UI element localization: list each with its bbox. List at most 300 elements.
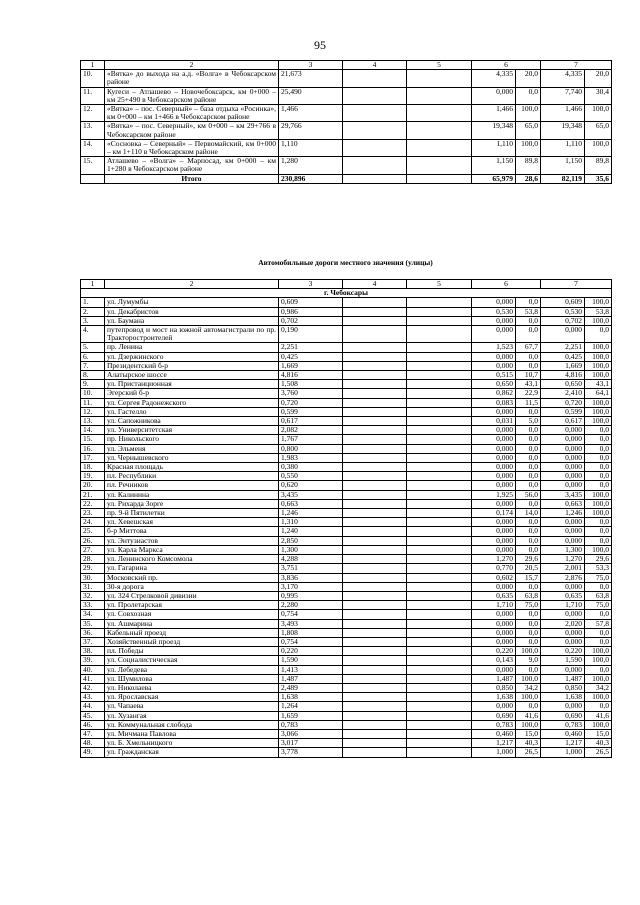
value-cell-7a: 1,300	[541, 545, 585, 554]
value-cell-7a: 1,590	[541, 656, 585, 665]
row-number: 47.	[81, 729, 105, 738]
road-name: «Вятка» – пос. Северный» – база отдыха «Росинка», км 0+000 – км 1+466 в Чебоксарском районе	[105, 105, 279, 122]
length-cell: 0,702	[279, 316, 343, 325]
table-row	[81, 444, 612, 453]
row-number: 44.	[81, 702, 105, 711]
road-name: «Сосновка – Северный» – Первомайский, км 0+000 – км 1+110 в Чебоксарском районе	[105, 139, 279, 156]
length-cell: 0,754	[279, 637, 343, 646]
empty-cell-4	[343, 307, 407, 316]
value-cell-6a: 1,217	[472, 739, 516, 748]
value-cell-6a: 1,110	[472, 139, 516, 156]
empty-cell-5	[407, 527, 472, 536]
empty-cell-5	[407, 711, 472, 720]
value-cell-7a: 2,001	[541, 564, 585, 573]
empty-cell-4	[343, 472, 407, 481]
length-cell: 3,751	[279, 564, 343, 573]
table-row	[81, 435, 612, 444]
table-row	[81, 481, 612, 490]
percent-cell-6b: 22,9	[516, 389, 541, 398]
table-row	[81, 545, 612, 554]
column-header-6: 6	[472, 61, 541, 70]
value-cell-7a: 4,335	[541, 70, 585, 87]
percent-cell-7b: 100,0	[585, 720, 612, 729]
percent-cell-6b: 0,0	[516, 326, 541, 343]
percent-cell-7b: 100,0	[585, 343, 612, 352]
percent-cell-7b: 43,1	[585, 380, 612, 389]
empty-cell-4	[343, 527, 407, 536]
length-cell: 0,609	[279, 298, 343, 307]
value-cell-6a: 1,270	[472, 555, 516, 564]
table-row	[81, 637, 612, 646]
table-row	[81, 343, 612, 352]
column-header-row	[81, 61, 612, 70]
column-header-3: 3	[279, 280, 343, 289]
table-row	[81, 591, 612, 600]
value-cell-6a: 1,466	[472, 105, 516, 122]
table-row	[81, 647, 612, 656]
percent-cell-7b: 34,2	[585, 683, 612, 692]
value-cell-6a: 0,031	[472, 417, 516, 426]
percent-cell-7b: 29,6	[585, 555, 612, 564]
table-row	[81, 573, 612, 582]
table-row	[81, 720, 612, 729]
table-row	[81, 389, 612, 398]
city-roads-table	[80, 279, 612, 758]
length-cell: 1,508	[279, 380, 343, 389]
length-cell: 4,288	[279, 555, 343, 564]
table-row	[81, 426, 612, 435]
length-cell: 1,280	[279, 157, 343, 174]
length-cell: 0,599	[279, 407, 343, 416]
column-header-5: 5	[407, 61, 472, 70]
percent-cell-6b: 14,0	[516, 509, 541, 518]
percent-cell-7b: 100,0	[585, 693, 612, 702]
empty-cell-5	[407, 573, 472, 582]
table-row	[81, 361, 612, 370]
empty-cell-5	[407, 105, 472, 122]
table-row	[81, 656, 612, 665]
length-cell: 1,300	[279, 545, 343, 554]
row-number: 20.	[81, 481, 105, 490]
percent-cell-6b: 100,0	[516, 647, 541, 656]
value-cell-7a: 0,635	[541, 591, 585, 600]
row-number: 33.	[81, 601, 105, 610]
table-row	[81, 472, 612, 481]
empty-cell-4	[343, 693, 407, 702]
value-cell-7a: 1,466	[541, 105, 585, 122]
empty-cell-4	[343, 647, 407, 656]
percent-cell-7b: 89,8	[585, 157, 612, 174]
length-cell: 1,310	[279, 518, 343, 527]
value-cell-6a: 1,638	[472, 693, 516, 702]
length-cell: 2,082	[279, 426, 343, 435]
value-cell-7a: 2,020	[541, 619, 585, 628]
table-row	[81, 674, 612, 683]
percent-cell-6b: 75,0	[516, 601, 541, 610]
road-name: ул. Энтузиастов	[105, 536, 279, 545]
empty-cell-5	[407, 591, 472, 600]
value-cell-6a: 19,348	[472, 122, 516, 139]
length-cell: 3,066	[279, 729, 343, 738]
table-row	[81, 70, 612, 87]
value-cell-6a: 0,000	[472, 463, 516, 472]
value-cell-7a: 1,150	[541, 157, 585, 174]
percent-cell-6b: 0,0	[516, 518, 541, 527]
table-row	[81, 628, 612, 637]
empty-cell-4	[343, 610, 407, 619]
table-row	[81, 398, 612, 407]
value-cell-7a: 0,000	[541, 426, 585, 435]
empty-cell-5	[407, 326, 472, 343]
road-name: Эгерский б-р	[105, 389, 279, 398]
row-number: 43.	[81, 693, 105, 702]
table-row	[81, 665, 612, 674]
empty-cell-5	[407, 610, 472, 619]
row-number: 13.	[81, 417, 105, 426]
percent-cell-7b: 100,0	[585, 656, 612, 665]
length-cell: 0,620	[279, 481, 343, 490]
road-name: ул. Хузангая	[105, 711, 279, 720]
empty-cell-5	[407, 407, 472, 416]
percent-cell-7b: 100,0	[585, 509, 612, 518]
table-row	[81, 499, 612, 508]
percent-cell-6b: 10,7	[516, 371, 541, 380]
empty-cell-5	[407, 619, 472, 628]
column-header-4: 4	[343, 61, 407, 70]
row-number: 30.	[81, 573, 105, 582]
road-name: ул. Чернышевского	[105, 453, 279, 462]
road-name: ул. Декабристов	[105, 307, 279, 316]
table-row	[81, 527, 612, 536]
percent-cell-6b: 0,0	[516, 463, 541, 472]
value-cell-7a: 1,246	[541, 509, 585, 518]
row-number: 34.	[81, 610, 105, 619]
length-cell: 25,490	[279, 87, 343, 104]
row-number: 3.	[81, 316, 105, 325]
row-number: 6.	[81, 352, 105, 361]
row-number: 8.	[81, 371, 105, 380]
value-cell-6a: 0,000	[472, 352, 516, 361]
percent-cell-7b: 0,0	[585, 326, 612, 343]
empty-cell-5	[407, 582, 472, 591]
empty-cell-5	[407, 499, 472, 508]
value-cell-7a: 0,609	[541, 298, 585, 307]
value-cell-6a: 0,000	[472, 472, 516, 481]
row-number: 37.	[81, 637, 105, 646]
row-number: 19.	[81, 472, 105, 481]
row-number: 35.	[81, 619, 105, 628]
column-header-7: 7	[541, 61, 612, 70]
empty-cell-5	[407, 307, 472, 316]
percent-cell-6b: 0,0	[516, 628, 541, 637]
empty-cell-5	[407, 435, 472, 444]
empty-cell-5	[407, 564, 472, 573]
row-number: 12.	[81, 105, 105, 122]
value-cell-7a: 0,783	[541, 720, 585, 729]
value-cell-7a: 0,000	[541, 527, 585, 536]
empty-cell-5	[407, 674, 472, 683]
road-name: пл. Республики	[105, 472, 279, 481]
percent-cell-7b: 0,0	[585, 453, 612, 462]
empty-cell-4	[343, 139, 407, 156]
value-cell-6a: 0,000	[472, 453, 516, 462]
road-name: Атлашево – «Волга» – Марпосад, км 0+000 – км 1+280 в Чебоксарском районе	[105, 157, 279, 174]
road-name: Кабельный проезд	[105, 628, 279, 637]
empty-cell-5	[407, 656, 472, 665]
road-name: ул. Б. Хмельницкого	[105, 739, 279, 748]
empty-cell-4	[343, 122, 407, 139]
percent-cell-7b: 100,0	[585, 407, 612, 416]
percent-cell-7b: 0,0	[585, 472, 612, 481]
percent-cell-7b: 40,3	[585, 739, 612, 748]
empty-cell-4	[343, 619, 407, 628]
percent-cell-6b: 0,0	[516, 361, 541, 370]
percent-cell-6b: 0,0	[516, 298, 541, 307]
empty-cell-4	[343, 453, 407, 462]
road-name: путепровод и мост на южной автомагистрали по пр. Тракторостроителей	[105, 326, 279, 343]
empty-cell-4	[343, 628, 407, 637]
percent-cell-6b: 89,8	[516, 157, 541, 174]
value-cell-7a: 4,816	[541, 371, 585, 380]
percent-cell-6b: 34,2	[516, 683, 541, 692]
table-row	[81, 564, 612, 573]
length-cell: 3,493	[279, 619, 343, 628]
percent-cell-6b: 56,0	[516, 490, 541, 499]
value-cell-7a: 0,000	[541, 665, 585, 674]
empty-cell-5	[407, 665, 472, 674]
road-name: ул. Ярославская	[105, 693, 279, 702]
value-cell-6a: 0,602	[472, 573, 516, 582]
empty-cell-5	[407, 316, 472, 325]
road-name: ул. Совхозная	[105, 610, 279, 619]
value-cell-7a: 0,850	[541, 683, 585, 692]
road-name: ул. Социалистическая	[105, 656, 279, 665]
road-name: ул. Мичмана Павлова	[105, 729, 279, 738]
row-number: 18.	[81, 463, 105, 472]
empty-cell-4	[343, 582, 407, 591]
road-name: ул. Университетская	[105, 426, 279, 435]
column-header-3: 3	[279, 61, 343, 70]
length-cell: 1,246	[279, 509, 343, 518]
road-name: ул. Коммунальная слобода	[105, 720, 279, 729]
table-row	[81, 316, 612, 325]
empty-cell-4	[343, 555, 407, 564]
percent-cell-7b: 64,1	[585, 389, 612, 398]
value-cell-6a: 0,460	[472, 729, 516, 738]
table-row	[81, 711, 612, 720]
empty-cell-5	[407, 453, 472, 462]
road-name: пл. Речников	[105, 481, 279, 490]
length-cell: 2,251	[279, 343, 343, 352]
value-cell-7a: 2,876	[541, 573, 585, 582]
empty-cell-5	[407, 683, 472, 692]
road-name: ул. Ашмарина	[105, 619, 279, 628]
length-cell: 1,808	[279, 628, 343, 637]
road-name: «Вятка» – пос. Северный», км 0+000 – км 29+766 в Чебоксарском районе	[105, 122, 279, 139]
value-cell-7a: 19,348	[541, 122, 585, 139]
percent-cell-6b: 0,0	[516, 610, 541, 619]
row-number: 31.	[81, 582, 105, 591]
value-cell-7a: 0,000	[541, 326, 585, 343]
empty-cell-4	[343, 426, 407, 435]
table-row	[81, 298, 612, 307]
row-number: 5.	[81, 343, 105, 352]
empty-cell-4	[343, 656, 407, 665]
percent-cell-6b: 0,0	[516, 665, 541, 674]
percent-cell-7b: 0,0	[585, 481, 612, 490]
percent-cell-6b: 0,0	[516, 435, 541, 444]
empty-cell-5	[407, 739, 472, 748]
table-row	[81, 157, 612, 174]
percent-cell-7b: 20,0	[585, 70, 612, 87]
value-cell-7a: 0,530	[541, 307, 585, 316]
value-cell-6a: 0,783	[472, 720, 516, 729]
row-number: 28.	[81, 555, 105, 564]
road-name: «Вятка» до выхода на а.д. «Волга» в Чебоксарском районе	[105, 70, 279, 87]
percent-cell-6b: 100,0	[516, 139, 541, 156]
empty-cell-4	[343, 87, 407, 104]
empty-cell-4	[343, 518, 407, 527]
empty-cell-5	[407, 343, 472, 352]
length-cell: 0,800	[279, 444, 343, 453]
empty-cell-4	[343, 564, 407, 573]
value-cell-7a: 0,599	[541, 407, 585, 416]
road-name: ул. Эльменя	[105, 444, 279, 453]
empty-cell-4	[343, 463, 407, 472]
road-name: ул. Шумилова	[105, 674, 279, 683]
road-name: ул. Лебедева	[105, 665, 279, 674]
total-length: 230,896	[279, 174, 343, 183]
percent-cell-7b: 0,0	[585, 702, 612, 711]
value-cell-6a: 0,000	[472, 298, 516, 307]
empty-cell-5	[407, 389, 472, 398]
column-header-6: 6	[472, 280, 541, 289]
total-empty-4	[343, 174, 407, 183]
percent-cell-7b: 100,0	[585, 361, 612, 370]
value-cell-7a: 0,000	[541, 453, 585, 462]
empty-cell-5	[407, 555, 472, 564]
percent-cell-6b: 41,6	[516, 711, 541, 720]
row-number: 14.	[81, 139, 105, 156]
value-cell-7a: 0,220	[541, 647, 585, 656]
empty-cell-4	[343, 545, 407, 554]
length-cell: 1,590	[279, 656, 343, 665]
empty-cell-4	[343, 499, 407, 508]
empty-cell-4	[343, 326, 407, 343]
length-cell: 2,489	[279, 683, 343, 692]
road-name: ул. Дзержинского	[105, 352, 279, 361]
empty-cell-5	[407, 490, 472, 499]
table-row	[81, 326, 612, 343]
percent-cell-6b: 0,0	[516, 536, 541, 545]
percent-cell-7b: 100,0	[585, 647, 612, 656]
percent-cell-6b: 0,0	[516, 481, 541, 490]
empty-cell-5	[407, 637, 472, 646]
value-cell-6a: 0,000	[472, 628, 516, 637]
table-row	[81, 307, 612, 316]
section-title: Автомобильные дороги местного значения (улицы)	[258, 258, 433, 267]
total-row	[81, 174, 612, 183]
road-name: Московский пр.	[105, 573, 279, 582]
length-cell: 1,669	[279, 361, 343, 370]
value-cell-6a: 0,690	[472, 711, 516, 720]
percent-cell-7b: 0,0	[585, 637, 612, 646]
empty-cell-5	[407, 398, 472, 407]
table-row	[81, 139, 612, 156]
value-cell-6a: 0,000	[472, 582, 516, 591]
length-cell: 0,550	[279, 472, 343, 481]
value-cell-7a: 0,000	[541, 435, 585, 444]
value-cell-7a: 0,460	[541, 729, 585, 738]
empty-cell-4	[343, 371, 407, 380]
table-row	[81, 509, 612, 518]
percent-cell-6b: 40,3	[516, 739, 541, 748]
length-cell: 1,487	[279, 674, 343, 683]
total-7a: 82,119	[541, 174, 585, 183]
row-number: 22.	[81, 499, 105, 508]
length-cell: 1,264	[279, 702, 343, 711]
total-empty-5	[407, 174, 472, 183]
percent-cell-7b: 0,0	[585, 610, 612, 619]
empty-cell-4	[343, 435, 407, 444]
value-cell-7a: 0,000	[541, 536, 585, 545]
empty-cell-4	[343, 637, 407, 646]
percent-cell-7b: 100,0	[585, 105, 612, 122]
percent-cell-7b: 0,0	[585, 628, 612, 637]
value-cell-6a: 0,000	[472, 435, 516, 444]
value-cell-7a: 0,663	[541, 499, 585, 508]
table-row	[81, 407, 612, 416]
percent-cell-7b: 100,0	[585, 674, 612, 683]
empty-cell-4	[343, 748, 407, 757]
length-cell: 3,017	[279, 739, 343, 748]
empty-cell-4	[343, 739, 407, 748]
value-cell-7a: 3,435	[541, 490, 585, 499]
table-row	[81, 371, 612, 380]
percent-cell-6b: 53,8	[516, 307, 541, 316]
empty-cell-5	[407, 536, 472, 545]
length-cell: 21,673	[279, 70, 343, 87]
empty-cell-5	[407, 426, 472, 435]
value-cell-6a: 1,487	[472, 674, 516, 683]
road-name: Кугеси – Атлашево – Новочебоксарск, км 0+000 – км 25+490 в Чебоксарском районе	[105, 87, 279, 104]
row-number: 49.	[81, 748, 105, 757]
length-cell: 0,995	[279, 591, 343, 600]
percent-cell-7b: 100,0	[585, 316, 612, 325]
percent-cell-7b: 0,0	[585, 426, 612, 435]
percent-cell-7b: 0,0	[585, 435, 612, 444]
percent-cell-6b: 65,0	[516, 122, 541, 139]
value-cell-6a: 0,000	[472, 637, 516, 646]
row-number: 14.	[81, 426, 105, 435]
road-name: Президентский б-р	[105, 361, 279, 370]
percent-cell-6b: 43,1	[516, 380, 541, 389]
city-header-row	[81, 289, 612, 298]
row-number: 12.	[81, 407, 105, 416]
row-number: 11.	[81, 398, 105, 407]
table-row	[81, 610, 612, 619]
empty-cell-5	[407, 380, 472, 389]
empty-cell-4	[343, 481, 407, 490]
empty-cell-4	[343, 591, 407, 600]
column-header-2: 2	[105, 280, 279, 289]
value-cell-6a: 0,000	[472, 426, 516, 435]
row-number: 24.	[81, 518, 105, 527]
empty-cell-4	[343, 444, 407, 453]
value-cell-7a: 0,617	[541, 417, 585, 426]
table-row	[81, 536, 612, 545]
length-cell: 1,240	[279, 527, 343, 536]
